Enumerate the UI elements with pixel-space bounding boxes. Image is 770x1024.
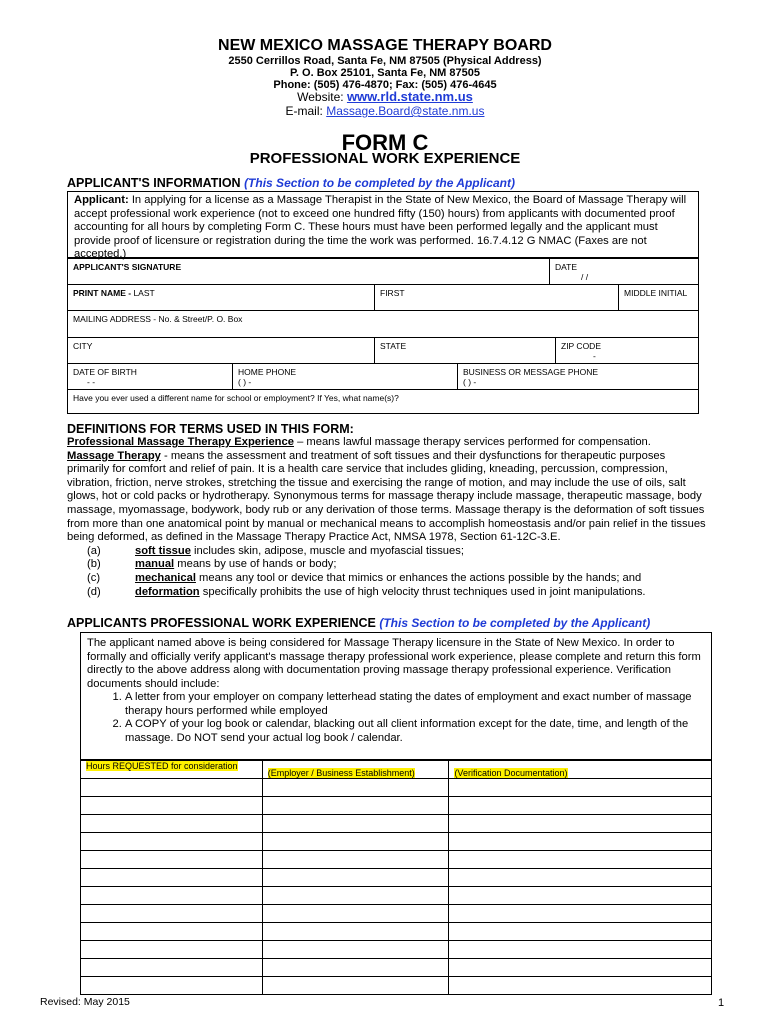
employer-cell[interactable] [262,905,449,923]
city-field[interactable] [67,337,375,364]
definition-item [67,558,707,572]
employer-header [262,761,449,779]
business-phone-field[interactable] [457,363,699,390]
date-label: DATE [555,262,578,272]
hours-cell[interactable] [81,887,263,905]
documents-list-item: 2. A COPY of your log book or calendar, blacking out all client information except for the date, time, and length of the massage. Do NOT send your actual log book / calendar. [125,718,705,745]
definition-item [67,545,707,559]
signature-label: APPLICANT'S SIGNATURE [73,262,182,272]
table-row [81,977,712,995]
mailing-address-label: MAILING ADDRESS - No. & Street/P. O. Box [73,314,243,324]
hours-cell[interactable] [81,797,263,815]
dob-field[interactable] [67,363,233,390]
intro-text: In applying for a license as a Massage Therapist in the State of New Mexico, the Board of Massage Therapy will accept professional work experience (not to exceed one hundred fifty (150) hours) from applicants with documented proof accounting for all hours by completing Form C. These hours must have been performed legally and the applicant must provide proof of licensure or registration during the time the work was performed. 16.7.4.12 G NMAC (Faxes are not accepted.) [74,194,687,260]
documents-list [87,691,705,745]
website-label: Website: [297,90,344,104]
dob-label: DATE OF BIRTH [73,367,137,377]
verification-cell[interactable] [449,833,712,851]
revised-date: Revised: May 2015 [40,996,130,1008]
email-link[interactable]: Massage.Board@state.nm.us [326,104,485,118]
experience-table [80,760,712,995]
verification-cell[interactable] [449,941,712,959]
definition-item [67,586,707,600]
experience-heading-note: (This Section to be completed by the Applicant) [379,616,651,630]
item-term: mechanical [135,571,196,584]
verification-cell[interactable] [449,815,712,833]
employer-cell[interactable] [262,923,449,941]
verification-cell[interactable] [449,905,712,923]
pmte-term: Professional Massage Therapy Experience [67,436,294,448]
page-number: 1 [718,997,725,1009]
definition-massage-therapy [67,450,707,545]
employer-cell[interactable] [262,959,449,977]
mt-text: - means the assessment and treatment of soft tissues and their dysfunctions for therapeutic purposes primarily for comfort and relief of pain. It is a health care service that includes gliding, kneading, percussion, compression, vibration, friction, nerve strokes, stretching the tissue and exercising the range of motion, and may include the use of oils, salt glows, hot or cold packs or hydrotherapy. Synonymous terms for massage therapy include massage, therapeutic massage, body massage, myomassage, bodywork, body rub or any derivation of those terms. Massage therapy is the deformation of soft tissues from more than one anatomical point by manual or mechanical means to accomplish homeostasis and/or pain relief in the tissues being deformed, as defined in the Massage Therapy Practice Act, NMSA 1978, Section 61-12C-3.E. [67,449,706,544]
experience-instructions [80,632,712,760]
home-phone-field[interactable] [232,363,458,390]
print-name-label: PRINT NAME - [73,288,134,298]
table-row [81,833,712,851]
hours-cell[interactable] [81,977,263,995]
item-label: (d) [87,585,101,598]
documents-list-item: 1. A letter from your employer on company letterhead stating the dates of employment and exact number of massage therapy hours performed while employed [125,691,705,718]
experience-intro: The applicant named above is being considered for Massage Therapy licensure in the State of New Mexico. In order to formally and officially verify applicant's massage therapy professional work experience, please complete and return this form directly to the above address along with documentation proving massage therapy professional experience. Verification documents should include: [87,637,701,690]
table-row [81,905,712,923]
hours-cell[interactable] [81,869,263,887]
mt-term: Massage Therapy [67,449,161,462]
item-label: (b) [87,558,101,571]
intro-label: Applicant: [74,194,129,206]
table-row [81,941,712,959]
hours-cell[interactable] [81,779,263,797]
verification-cell[interactable] [449,923,712,941]
website-link[interactable]: www.rld.state.nm.us [346,89,473,104]
item-label: (a) [87,544,101,557]
hours-cell[interactable] [81,905,263,923]
table-row [81,887,712,905]
item-text: includes skin, adipose, muscle and myofascial tissues; [190,544,464,557]
board-title: NEW MEXICO MASSAGE THERAPY BOARD [218,37,552,54]
experience-heading-text: APPLICANTS PROFESSIONAL WORK EXPERIENCE [67,616,376,630]
middle-initial-field[interactable] [618,284,699,311]
email-line [0,104,770,118]
home-phone-label: HOME PHONE [238,367,297,377]
definitions-heading: DEFINITIONS FOR TERMS USED IN THIS FORM: [67,422,354,436]
physical-address: 2550 Cerrillos Road, Santa Fe, NM 87505 (Physical Address) [228,55,542,67]
form-title: FORM C [341,130,429,155]
hours-header [81,761,263,779]
table-row [81,869,712,887]
table-row [81,797,712,815]
employer-cell[interactable] [262,779,449,797]
other-name-label: Have you ever used a different name for school or employment? If Yes, what name(s)? [73,393,399,403]
item-text: means any tool or device that mimics or enhances the actions possible by the hands; and [195,571,642,584]
hours-cell[interactable] [81,851,263,869]
pmte-text: – means lawful massage therapy services performed for compensation. [293,436,651,448]
experience-section-heading [67,616,650,630]
employer-cell[interactable] [262,815,449,833]
applicant-section-heading [67,176,515,190]
date-field[interactable] [549,258,699,285]
employer-cell[interactable] [262,941,449,959]
business-phone-format: ( ) - [463,377,477,387]
hours-cell[interactable] [81,815,263,833]
item-term: deformation [135,585,200,598]
table-row [81,923,712,941]
employer-cell[interactable] [262,977,449,995]
definition-pmte [67,436,707,450]
employer-cell[interactable] [262,869,449,887]
phone-fax: Phone: (505) 476-4870; Fax: (505) 476-4645 [273,79,497,91]
dob-dashes: - - [87,377,96,387]
home-phone-format: ( ) - [238,377,252,387]
employer-cell[interactable] [262,833,449,851]
verification-cell[interactable] [449,959,712,977]
definition-item [67,572,707,586]
hours-cell[interactable] [81,959,263,977]
last-name-field[interactable] [67,284,375,311]
first-name-label: FIRST [380,288,405,298]
verification-cell[interactable] [449,869,712,887]
website-line [0,89,770,104]
po-box-address: P. O. Box 25101, Santa Fe, NM 87505 [290,67,480,79]
state-field[interactable] [374,337,556,364]
item-term: manual [135,558,175,571]
employer-cell[interactable] [262,797,449,815]
applicant-intro [67,191,699,258]
verification-cell[interactable] [449,779,712,797]
employer-header-text: (Employer / Business Establishment) [267,768,415,778]
form-subtitle: PROFESSIONAL WORK EXPERIENCE [249,150,521,167]
hours-cell[interactable] [81,833,263,851]
verification-header [449,761,712,779]
last-name-label: LAST [133,288,155,298]
item-text: means by use of hands or body; [174,558,337,571]
mailing-address-field[interactable] [67,310,699,338]
middle-initial-label: MIDDLE INITIAL [624,288,688,298]
email-label: E-mail: [285,104,323,118]
verification-header-text: (Verification Documentation) [454,768,568,778]
city-label: CITY [73,341,93,351]
applicant-heading-note: (This Section to be completed by the Applicant) [244,176,515,190]
item-label: (c) [87,571,101,584]
hours-header-text: Hours REQUESTED for consideration [86,761,238,771]
table-header-row [81,761,712,779]
table-row [81,815,712,833]
table-row [81,851,712,869]
item-term: soft tissue [135,544,191,557]
employer-cell[interactable] [262,851,449,869]
table-row [81,779,712,797]
hours-cell[interactable] [81,923,263,941]
first-name-field[interactable] [374,284,619,311]
signature-field[interactable] [67,258,550,285]
state-label: STATE [380,341,407,351]
date-slashes: / / [581,272,589,282]
verification-cell[interactable] [449,851,712,869]
verification-cell[interactable] [449,887,712,905]
table-row [81,959,712,977]
zip-dash: - [593,351,596,361]
verification-cell[interactable] [449,797,712,815]
applicant-heading-text: APPLICANT'S INFORMATION [67,176,241,190]
verification-cell[interactable] [449,977,712,995]
business-phone-label: BUSINESS OR MESSAGE PHONE [463,367,599,377]
item-text: specifically prohibits the use of high velocity thrust techniques used in joint manipulations. [199,585,646,598]
zip-label: ZIP CODE [561,341,601,351]
other-name-field[interactable] [67,389,699,414]
hours-cell[interactable] [81,941,263,959]
zip-code-field[interactable] [555,337,699,364]
definitions-body [67,436,707,599]
employer-cell[interactable] [262,887,449,905]
